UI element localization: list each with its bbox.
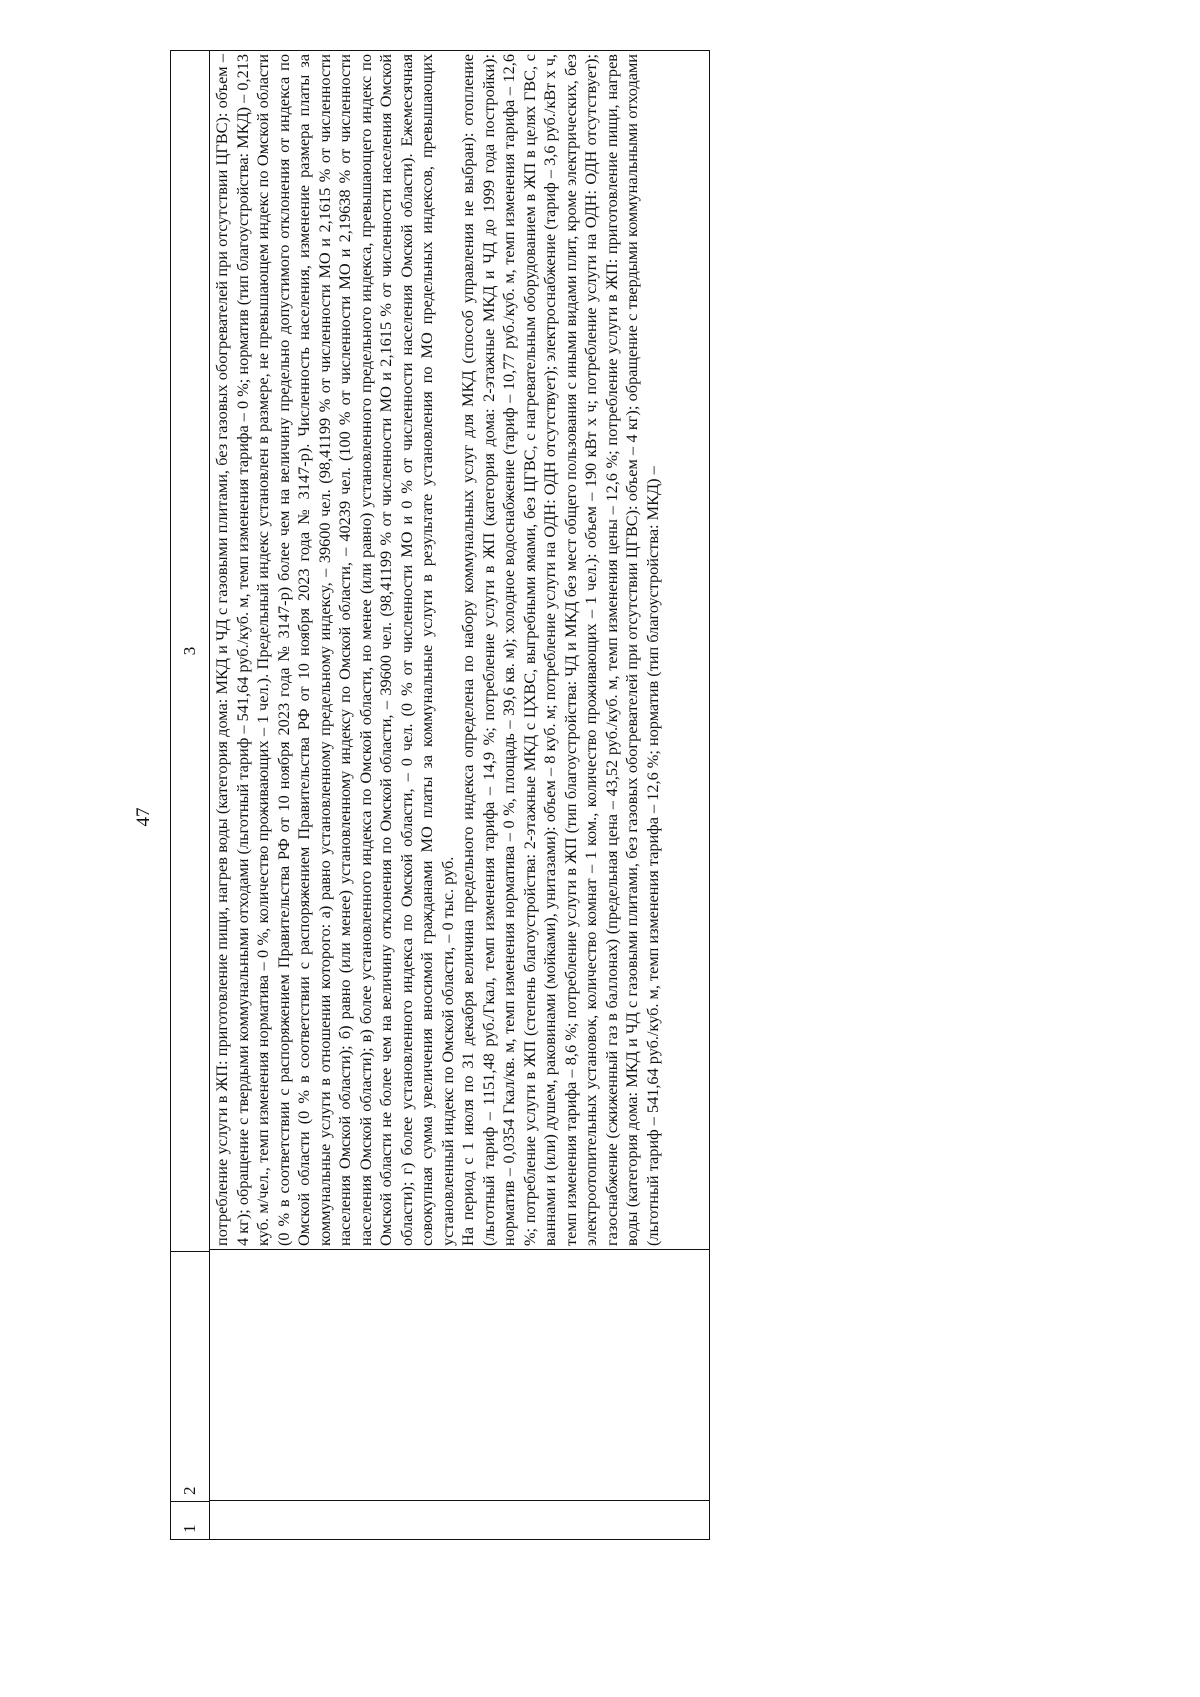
page-number: 47 [133, 807, 154, 827]
paragraph-first-half-year-continuation: потребление услуги в ЖП: приготовление пищи, нагрев воды (категория дома: МКД и ЧД с газовыми плитами, без газовых обогревателей при отсутствии ЦГВС): объем – 4 кг); обращение с твердыми коммунальными отходами (льготный тариф – 541,64 руб./куб. м, темп изменения тарифа – 0 %; норматив (тип благоустройства: МКД) – 0,213 куб. м/чел., темп изменения норматива – 0 %, количество проживающих – 1 чел.). Предельный индекс установлен в размере, не превышающем индекс по Омской области (0 % в соответствии с распоряжением Правительства РФ от 10 ноября 2023 года № 3147-р) более чем на величину предельно допустимого отклонения от индекса по Омской области (0 % в соответствии с распоряжением Правительства РФ от 10 ноября 2023 года № 3147-р). Численность населения, изменение размера платы за коммунальные услуги в отношении которого: а) равно установленному предельному индексу, – 39600 чел. (98,41199 % от численности МО и 2,1615 % от численности населения Омской области); б) равно (или менее) установленному индексу по Омской области, – 40239 чел. (100 % от численности МО и 2,19638 % от численности населения Омской области); в) более установленного индекса по Омской области, но менее (или равно) установленного предельного индекса, превышающего индекс по Омской области не более чем на величину отклонения по Омской области, – 39600 чел. (98,41199 % от численности МО и 2,1615 % от численности населения Омской области); г) более установленного индекса по Омской области, – 0 чел. (0 % от численности МО и 0 % от численности населения Омской области). Ежемесячная совокупная сумма увеличения вносимой гражданами МО платы за коммунальные услуги в результате установления по МО предельных индексов, превышающих установленный индекс по Омской области, – 0 тыс. руб. [212, 54, 457, 1246]
column-header-3: 3 [180, 646, 199, 656]
table-cell-col2 [210, 1249, 709, 1500]
table-header-row [171, 51, 210, 1539]
table-row [210, 51, 709, 1539]
table-cell-col3 [210, 51, 709, 1249]
tariff-description-text [210, 51, 709, 1249]
table-cell-col1 [210, 1500, 709, 1539]
data-table [170, 50, 710, 1540]
column-header-2: 2 [171, 1251, 209, 1501]
column-header-1: 1 [171, 1501, 209, 1539]
paragraph-second-half-year: На период с 1 июля по 31 декабря величина предельного индекса определена по набору коммунальных услуг для МКД (способ управления не выбран): отопление (льготный тариф – 1151,48 руб./Гкал, темп изменения тарифа – 14,9 %; потребление услуги в ЖП (категория дома: 2-этажные МКД и ЧД до 1999 года постройки): норматив – 0,0354 Гкал/кв. м, темп изменения норматива – 0 %, площадь – 39,6 кв. м); холодное водоснабжение (тариф – 10,77 руб./куб. м, темп изменения тарифа – 12,6 %; потребление услуги в ЖП (степень благоустройства: 2-этажные МКД с ЦХВС, выгребными ямами, без ЦГВС, с нагревательным оборудованием в ЖП в целях ГВС, с ваннами и (или) душем, раковинами (мойками), унитазами): объем – 8 куб. м; потребление услуги на ОДН: ОДН отсутствует); электроснабжение (тариф – 3,6 руб./кВт x ч, темп изменения тарифа – 8,6 %; потребление услуги в ЖП (тип благоустройства: ЧД и МКД без мест общего пользования с иными видами плит, кроме электрических, без электроотопительных установок, количество комнат – 1 ком., количество проживающих – 1 чел.): объем – 190 кВт x ч; потребление услуги на ОДН: ОДН отсутствует); газоснабжение (сжиженный газ в баллонах) (предельная цена – 43,52 руб./куб. м, темп изменения цены – 12,6 %; потребление услуги в ЖП: приготовление пищи, нагрев воды (категория дома: МКД и ЧД с газовыми плитами, без газовых обогревателей при отсутствии ЦГВС): объем – 4 кг); обращение с твердыми коммунальными отходами (льготный тариф – 541,64 руб./куб. м, темп изменения тарифа – 12,6 %; норматив (тип благоустройства: МКД) – [458, 54, 662, 1246]
